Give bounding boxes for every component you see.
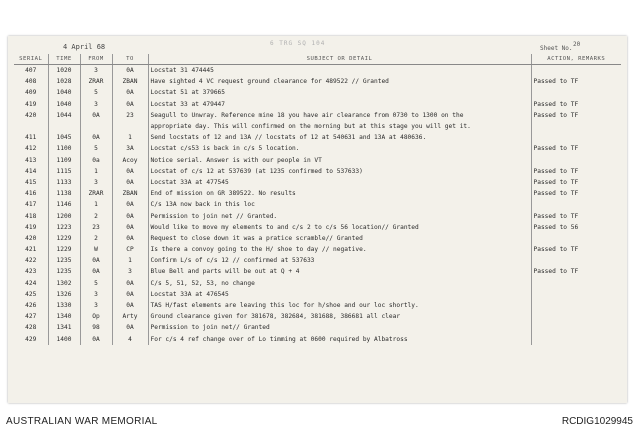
- cell-from: 3: [80, 300, 112, 311]
- table-row: [14, 177, 621, 188]
- table-row: [14, 300, 621, 311]
- cell-from: 2: [80, 233, 112, 244]
- cell-time: 1044: [48, 110, 80, 121]
- cell-time: 1326: [48, 289, 80, 300]
- cell-subject: Locstat 33A at 477545: [148, 177, 531, 188]
- cell-from: 2: [80, 210, 112, 221]
- cell-action: [531, 155, 621, 166]
- cell-from: 5: [80, 143, 112, 154]
- table-row: [14, 199, 621, 210]
- cell-subject: Is there a convoy going to the H/ shoe to day // negative.: [148, 244, 531, 255]
- cell-subject: C/s 5, 51, 52, 53, no change: [148, 278, 531, 289]
- col-action: ACTION, REMARKS: [531, 54, 621, 65]
- cell-subject: Locstat 31 474445: [148, 65, 531, 77]
- cell-from: 98: [80, 322, 112, 333]
- cell-serial: 429: [14, 334, 48, 345]
- table-row: [14, 132, 621, 143]
- table-row: [14, 65, 621, 77]
- cell-to: 0A: [112, 65, 148, 77]
- cell-to: 0A: [112, 322, 148, 333]
- cell-serial: 411: [14, 132, 48, 143]
- cell-action: Passed to TF: [533, 190, 579, 198]
- cell-subject: Blue Bell and parts will be out at Q + 4: [148, 266, 531, 277]
- cell-to: 0A: [112, 87, 148, 98]
- cell-to: 0A: [112, 222, 148, 233]
- cell-subject: Ground clearance given for 381678, 382684, 381688, 386681 all clear: [148, 311, 531, 322]
- cell-to: ZBAN: [112, 188, 148, 199]
- cell-subject: Request to close down it was a pratice scramble// Granted: [148, 233, 531, 244]
- cell-time: 1040: [48, 87, 80, 98]
- table-row: [14, 334, 621, 345]
- cell-from: ZRAR: [80, 188, 112, 199]
- cell-serial: 419: [14, 222, 48, 233]
- cell-from: 1: [80, 199, 112, 210]
- table-row: [14, 266, 621, 277]
- cell-to: 0A: [112, 289, 148, 300]
- cell-to: 0A: [112, 278, 148, 289]
- table-row: [14, 188, 621, 199]
- cell-action: Passed to TF: [533, 145, 579, 153]
- cell-time: 1223: [48, 222, 80, 233]
- cell-subject: Have sighted 4 VC request ground clearance for 489522 // Granted: [148, 76, 531, 87]
- cell-time: 1028: [48, 76, 80, 87]
- table-row: [14, 233, 621, 244]
- col-time: TIME: [48, 54, 80, 65]
- cell-subject: TAS H/fast elements are leaving this loc for h/shoe and our loc shortly.: [148, 300, 531, 311]
- table-row: [14, 76, 621, 87]
- cell-subject: C/s 13A now back in this loc: [148, 199, 531, 210]
- cell-to: [112, 121, 148, 132]
- col-from: FROM: [80, 54, 112, 65]
- col-serial: SERIAL: [14, 54, 48, 65]
- cell-time: 1400: [48, 334, 80, 345]
- sheet-number: 20: [573, 41, 581, 48]
- cell-subject: Send locstats of 12 and 13A // locstats of 12 at 540631 and 13A at 480636.: [148, 132, 531, 143]
- cell-action: [531, 278, 621, 289]
- cell-serial: 420: [14, 110, 48, 121]
- cell-time: 1138: [48, 188, 80, 199]
- cell-from: [80, 121, 112, 132]
- cell-to: ZBAN: [112, 76, 148, 87]
- cell-to: 0A: [112, 210, 148, 221]
- cell-from: Op: [80, 311, 112, 322]
- table-row: [14, 244, 621, 255]
- table-row: [14, 121, 621, 132]
- cell-to: 1: [112, 255, 148, 266]
- table-row: [14, 87, 621, 98]
- cell-serial: 413: [14, 155, 48, 166]
- cell-to: 0A: [112, 233, 148, 244]
- cell-serial: 414: [14, 166, 48, 177]
- cell-from: 0A: [80, 334, 112, 345]
- table-header-row: [14, 54, 621, 65]
- cell-serial: [14, 121, 48, 132]
- cell-to: 0A: [112, 300, 148, 311]
- cell-subject: Locstat 51 at 379665: [148, 87, 531, 98]
- cell-to: Acoy: [112, 155, 148, 166]
- cell-serial: 416: [14, 188, 48, 199]
- table-row: [14, 222, 621, 233]
- cell-action: Passed to TF: [533, 212, 579, 220]
- cell-action: [531, 121, 621, 132]
- cell-from: 1: [80, 166, 112, 177]
- cell-from: 23: [80, 222, 112, 233]
- cell-from: 0A: [80, 255, 112, 266]
- cell-serial: 427: [14, 311, 48, 322]
- cell-time: 1109: [48, 155, 80, 166]
- cell-action: [531, 87, 621, 98]
- log-body: [14, 65, 621, 345]
- cell-action: [531, 300, 621, 311]
- cell-to: Arty: [112, 311, 148, 322]
- cell-serial: 409: [14, 87, 48, 98]
- cell-serial: 420: [14, 233, 48, 244]
- col-to: TO: [112, 54, 148, 65]
- cell-to: 4: [112, 334, 148, 345]
- cell-from: 0a: [80, 155, 112, 166]
- sheet-header-faint: 6 TRG SQ 104: [270, 40, 326, 47]
- cell-to: 0A: [112, 166, 148, 177]
- cell-subject: Locstat 33A at 476545: [148, 289, 531, 300]
- cell-from: ZRAR: [80, 76, 112, 87]
- cell-action: Passed to TF: [533, 100, 579, 108]
- cell-serial: 412: [14, 143, 48, 154]
- cell-subject: Would like to move my elements to and c/s 2 to c/s 56 location// Granted: [148, 222, 531, 233]
- cell-from: 0A: [80, 132, 112, 143]
- cell-action: Passed to TF: [533, 246, 579, 254]
- cell-from: 3: [80, 99, 112, 110]
- cell-serial: 424: [14, 278, 48, 289]
- footer-institution: AUSTRALIAN WAR MEMORIAL: [6, 416, 158, 427]
- cell-time: 1229: [48, 233, 80, 244]
- cell-serial: 423: [14, 266, 48, 277]
- cell-time: 1340: [48, 311, 80, 322]
- table-row: [14, 166, 621, 177]
- cell-to: 1: [112, 132, 148, 143]
- cell-to: 3: [112, 266, 148, 277]
- cell-action: Passed to 56: [533, 223, 579, 231]
- table-row: [14, 110, 621, 121]
- cell-serial: 418: [14, 210, 48, 221]
- sheet-date: 4 April 68: [63, 43, 106, 51]
- log-table: [14, 54, 621, 345]
- cell-time: 1235: [48, 255, 80, 266]
- cell-time: 1045: [48, 132, 80, 143]
- cell-to: 3A: [112, 143, 148, 154]
- cell-action: [531, 132, 621, 143]
- cell-from: 0A: [80, 110, 112, 121]
- cell-action: Passed to TF: [533, 268, 579, 276]
- table-row: [14, 289, 621, 300]
- cell-subject: For c/s 4 ref change over of Lo timming at 0600 required by Albatross: [148, 334, 531, 345]
- cell-subject: Locstat c/s53 is back in c/s 5 location.: [148, 143, 531, 154]
- table-row: [14, 155, 621, 166]
- cell-subject: appropriate day. This will confirmed on the morning but at this stage you will get it.: [148, 121, 531, 132]
- cell-subject: Notice serial. Answer is with our people in VT: [148, 155, 531, 166]
- cell-from: W: [80, 244, 112, 255]
- cell-subject: Seagull to Unwray. Reference mine 18 you have air clearance from 0730 to 1300 on the: [148, 110, 531, 121]
- cell-from: 3: [80, 177, 112, 188]
- cell-time: 1330: [48, 300, 80, 311]
- cell-action: [531, 65, 621, 77]
- table-row: [14, 322, 621, 333]
- cell-serial: 425: [14, 289, 48, 300]
- cell-serial: 426: [14, 300, 48, 311]
- cell-action: Passed to TF: [533, 78, 579, 86]
- cell-action: [531, 311, 621, 322]
- cell-action: Passed to TF: [533, 111, 579, 119]
- cell-to: CP: [112, 244, 148, 255]
- cell-serial: 421: [14, 244, 48, 255]
- cell-time: 1229: [48, 244, 80, 255]
- cell-action: [531, 322, 621, 333]
- cell-time: 1100: [48, 143, 80, 154]
- cell-action: [531, 289, 621, 300]
- cell-from: 5: [80, 278, 112, 289]
- cell-subject: End of mission on GR 389522. No results: [148, 188, 531, 199]
- cell-serial: 419: [14, 99, 48, 110]
- cell-from: 0A: [80, 266, 112, 277]
- cell-from: 3: [80, 65, 112, 77]
- cell-time: 1146: [48, 199, 80, 210]
- cell-time: 1020: [48, 65, 80, 77]
- table-row: [14, 210, 621, 221]
- cell-to: 0A: [112, 177, 148, 188]
- table-row: [14, 143, 621, 154]
- table-row: [14, 278, 621, 289]
- cell-to: 0A: [112, 199, 148, 210]
- table-row: [14, 99, 621, 110]
- cell-to: 23: [112, 110, 148, 121]
- cell-time: [48, 121, 80, 132]
- cell-subject: Confirm L/s of c/s 12 // confirmed at 537633: [148, 255, 531, 266]
- cell-subject: Permission to join net// Granted: [148, 322, 531, 333]
- cell-from: 5: [80, 87, 112, 98]
- cell-subject: Locstat of c/s 12 at 537639 (at 1235 confirmed to 537633): [148, 166, 531, 177]
- sheet-number-label: Sheet No.: [540, 45, 573, 52]
- cell-action: [531, 199, 621, 210]
- cell-serial: 417: [14, 199, 48, 210]
- cell-serial: 428: [14, 322, 48, 333]
- cell-to: 0A: [112, 99, 148, 110]
- cell-action: [531, 255, 621, 266]
- cell-serial: 422: [14, 255, 48, 266]
- cell-action: [531, 233, 621, 244]
- cell-time: 1235: [48, 266, 80, 277]
- cell-action: [531, 334, 621, 345]
- table-row: [14, 311, 621, 322]
- cell-time: 1133: [48, 177, 80, 188]
- cell-time: 1302: [48, 278, 80, 289]
- cell-action: Passed to TF: [533, 178, 579, 186]
- cell-serial: 415: [14, 177, 48, 188]
- table-row: [14, 255, 621, 266]
- cell-subject: Locstat 33 at 479447: [148, 99, 531, 110]
- cell-subject: Permission to join net // Granted.: [148, 210, 531, 221]
- cell-serial: 408: [14, 76, 48, 87]
- log-sheet: [8, 36, 627, 403]
- cell-time: 1341: [48, 322, 80, 333]
- cell-serial: 407: [14, 65, 48, 77]
- col-subject: SUBJECT OR DETAIL: [148, 54, 531, 65]
- cell-time: 1115: [48, 166, 80, 177]
- cell-from: 3: [80, 289, 112, 300]
- cell-time: 1040: [48, 99, 80, 110]
- footer-record-id: RCDIG1029945: [561, 416, 633, 427]
- cell-time: 1200: [48, 210, 80, 221]
- cell-action: Passed to TF: [533, 167, 579, 175]
